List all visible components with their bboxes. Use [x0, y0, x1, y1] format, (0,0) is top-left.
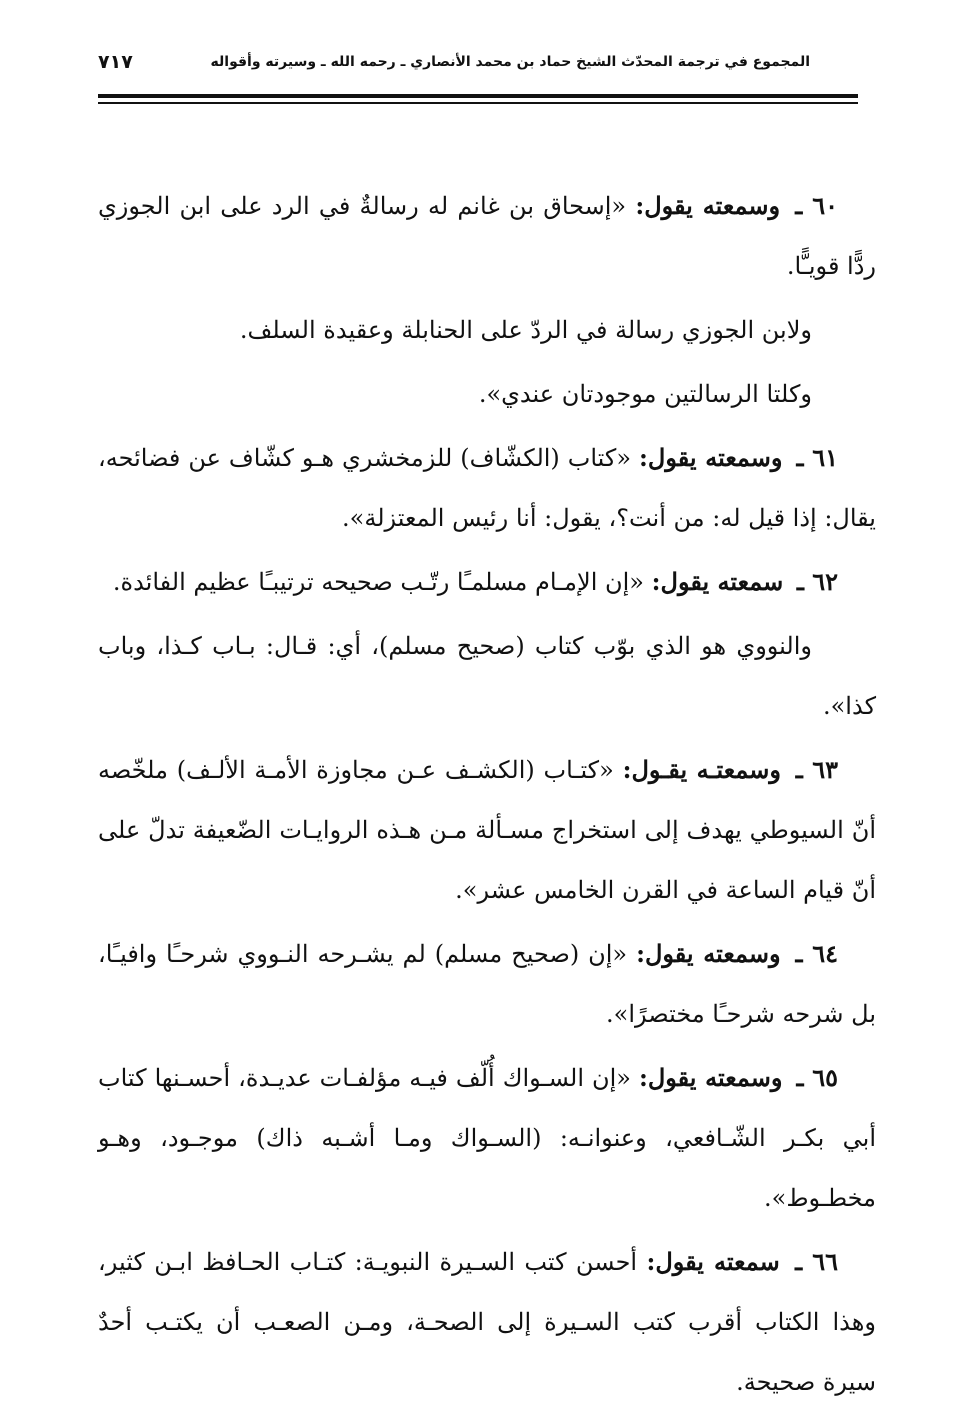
header-rule-thick — [98, 94, 858, 98]
paragraph-60-continued-2 — [98, 364, 876, 424]
paragraph-60 — [98, 176, 876, 296]
paragraph-lead: وسمعته يقول: — [635, 191, 781, 220]
paragraph-63 — [98, 740, 876, 920]
paragraph-number: ٦٦ ـ — [795, 1247, 838, 1276]
paragraph-text: وكلتا الرسالتين موجودتان عندي». — [478, 380, 812, 408]
running-header-title: المجموع في ترجمة المحدّث الشيخ حماد بن محمد الأنصاري ـ رحمه الله ـ وسيرته وأقواله — [210, 54, 810, 70]
paragraph-65 — [98, 1048, 876, 1228]
page-number: ٧١٧ — [98, 51, 133, 73]
paragraph-text: «إن السـواك أُلّف فيـه مؤلفـات عديـدة، أحسـنها كتاب أبي بكـر الشّـافعي، وعنوانـه: (السـواك ومـا أشـبه ذاك) موجـود، وهـو مخطـوط». — [98, 1064, 876, 1212]
paragraph-64 — [98, 924, 876, 1044]
paragraph-66 — [98, 1232, 876, 1412]
running-header — [98, 44, 810, 80]
paragraph-lead: وسمعته يقول: — [636, 939, 781, 968]
paragraph-62-continued — [98, 616, 876, 736]
paragraph-number: ٦٥ ـ — [796, 1063, 838, 1092]
page-body — [98, 176, 876, 1416]
header-rule-thin — [98, 102, 858, 104]
paragraph-62 — [98, 552, 876, 612]
paragraph-lead: وسمعتـه يقـول: — [622, 755, 781, 784]
paragraph-61 — [98, 428, 876, 548]
paragraph-number: ٦٠ ـ — [795, 191, 839, 220]
paragraph-text: «كتاب (الكشّاف) للزمخشري هـو كشّاف عن فضائحه، يقال: إذا قيل له: من أنت؟، يقول: أنا رئيس المعتزلة». — [98, 444, 876, 532]
paragraph-60-continued-1 — [98, 300, 876, 360]
paragraph-lead: سمعته يقول: — [646, 1247, 780, 1276]
paragraph-text: «كتـاب (الكشـف عـن مجاوزة الأمـة الألـف) ملخّصه أنّ السيوطي يهدف إلى استخراج مسـألة مـن هـذه الروايـات الضّعيفة تدلّ على أنّ قيام الساعة في القرن الخامس عشر». — [98, 756, 876, 904]
paragraph-lead: سمعته يقول: — [651, 567, 784, 596]
paragraph-text: والنووي هو الذي بوّب كتاب (صحيح مسلم)، أي: قـال: بـاب كـذا، وباب كذا». — [98, 632, 876, 720]
paragraph-text: أحسن كتب السـيرة النبويـة: كتـاب الحـافظ ابـن كثير، وهذا الكتاب أقرب كتب السـيرة إلى الصحـة، ومـن الصعـب أن يكتـب أحدٌ سيرة صحيحة. — [98, 1248, 876, 1396]
paragraph-text: «إن الإمـام مسلمـًا رتّـب صحيحه ترتيبـًا عظيم الفائدة. — [112, 568, 644, 596]
paragraph-text: «إن (صحيح مسلم) لم يشـرحه النـووي شرحـًا وافيـًا، بل شرحه شرحـًا مختصرًا». — [98, 940, 876, 1028]
paragraph-lead: وسمعته يقول: — [639, 443, 783, 472]
paragraph-number: ٦١ ـ — [796, 443, 838, 472]
paragraph-number: ٦٤ ـ — [795, 939, 838, 968]
paragraph-text: «إسحاق بن غانم له رسالةٌ في الرد على ابن الجوزي ردًّا قويـًّا. — [98, 192, 876, 280]
paragraph-lead: وسمعته يقول: — [638, 1063, 783, 1092]
paragraph-number: ٦٣ ـ — [795, 755, 839, 784]
paragraph-text: ولابن الجوزي رسالة في الردّ على الحنابلة وعقيدة السلف. — [239, 316, 812, 344]
paragraph-number: ٦٢ ـ — [796, 567, 838, 596]
